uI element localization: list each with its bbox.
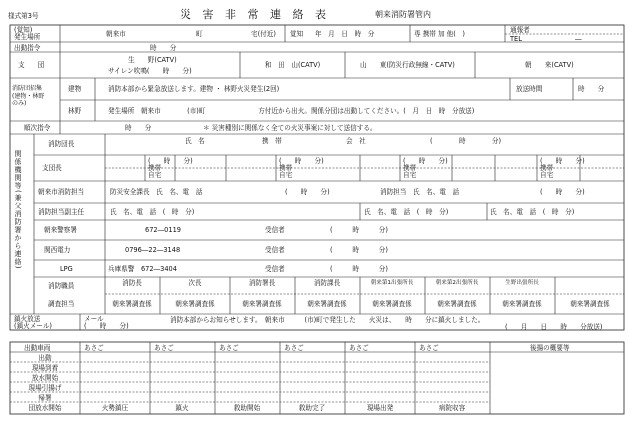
chousa-cell-6: 朝来署調査係	[437, 300, 477, 308]
bottom-label-3: 救助開始	[233, 404, 261, 412]
kansai-label: 関西電力	[44, 246, 71, 254]
staff-title-7: 生野出張所長	[505, 280, 539, 286]
shidancho-time-1[interactable]: ( 時 分)	[148, 157, 193, 165]
shidan-siren[interactable]: サイレン吹鳴( 時 分)	[108, 67, 192, 75]
staff-title-4: 消防課長	[313, 279, 341, 287]
shidancho-keitai-2: 携帯	[279, 164, 293, 172]
shobo-label: 消防団招集 (建物・林野 のみ)	[12, 85, 45, 107]
shidancho-jitaku-3: 自宅	[403, 171, 417, 179]
shidancho-time-3[interactable]: ( 時 分)	[403, 157, 448, 165]
bottom-label-5: 現場出発	[366, 404, 394, 412]
chousa-label: 調査担当	[48, 300, 75, 308]
shutsudou-time[interactable]: 時 分	[150, 44, 177, 52]
chinka-mail[interactable]: メール ( 時 分)	[84, 315, 129, 330]
keisatsu-label: 朝来警察署	[44, 226, 77, 234]
bottom-row-2: 現場到着	[31, 364, 59, 372]
shoboshokuin-label: 消防職員	[48, 282, 75, 290]
shutsudou-label: 出動指令	[14, 44, 41, 52]
bottom-row-4: 現場引揚げ	[28, 384, 62, 392]
shidancho-label: 支団長	[42, 164, 62, 172]
bottom-label-2: 鎮火	[175, 404, 189, 412]
keisatsu-jushin: 受信者	[265, 226, 285, 234]
shidancho-keitai-1: 携帯	[148, 164, 162, 172]
staff-title-1: 消防長	[122, 279, 142, 287]
kansai-time[interactable]: ( 時 分)	[330, 246, 388, 254]
kansai-jushin: 受信者	[265, 246, 285, 254]
shobo-rinya-text: 発生場所 朝来市 (市)町 方付近から出火。関係分団は出動してください。( 月 日 時 分放送)	[108, 107, 475, 115]
shidancho-jitaku-4: 自宅	[540, 171, 554, 179]
shidancho-keitai-4: 携帯	[540, 164, 554, 172]
kankei-vertical-label: 関係機関等(兼父消防署から連絡)	[14, 150, 22, 270]
chinka-text: 消防本部からお知らせします。 朝来市 (市)町で発生した 火災は、 時 分に鎮火しました。	[170, 316, 485, 324]
staff-title-2: 次長	[188, 279, 202, 287]
tel-label: TEL	[510, 35, 522, 43]
junji-time[interactable]: 時 分	[125, 124, 152, 132]
keisatsu-tel: 672―0119	[145, 226, 181, 234]
kakuchi-date[interactable]: 年 月 日 時 分	[315, 30, 375, 38]
housou-time-label: 放送時間	[516, 85, 543, 93]
shobo-tatemono-label: 建物	[68, 85, 82, 93]
staff-title-5: 朝来第1出張所長	[370, 280, 414, 286]
chousa-cell-3: 朝来署調査係	[242, 300, 282, 308]
chousa-cell-4: 朝来署調査係	[307, 300, 347, 308]
hassei-town[interactable]: 町	[196, 30, 203, 38]
shidan-wadayama: 和 田 山(CATV)	[265, 61, 321, 69]
form-subtitle: 朝来消防署管内	[375, 10, 431, 19]
bottom-vehicle-2: あさご	[154, 344, 174, 352]
keisatsu-time[interactable]: ( 時 分)	[330, 226, 388, 234]
shidan-label: 支 団	[18, 61, 45, 69]
bottom-row-6: 団放水開始	[28, 404, 62, 412]
form-title: 災 害 非 常 連 絡 表	[180, 8, 330, 21]
shidancho-jitaku-1: 自宅	[148, 171, 162, 179]
tel-value[interactable]: ―	[575, 35, 582, 43]
tsuhousha-label: 通報者	[510, 26, 530, 34]
chousa-cell-7: 朝来署調査係	[502, 300, 542, 308]
chinka-housou[interactable]: ( 月 日 時 分放送)	[505, 323, 603, 331]
lpg-label: LPG	[60, 265, 73, 273]
lpg-tel: 兵庫県警 672―3404	[108, 265, 177, 273]
shobotantou-time[interactable]: ( 時 分)	[285, 188, 330, 196]
junji-label: 順次指令	[24, 124, 51, 132]
chousa-cell-5: 朝来署調査係	[372, 300, 412, 308]
fukushunin-person3[interactable]: 氏 名、電 話 ( 時 分)	[490, 208, 575, 216]
shobotantou-person2: 消防担当 氏 名、電 話	[380, 188, 460, 196]
dancho-shimei: 氏 名	[185, 137, 205, 145]
kansai-tel: 0796―22―3148	[125, 246, 181, 254]
kakuchi-device[interactable]: 専 携帯 加 他( )	[414, 30, 465, 38]
bottom-row-1: 出動	[38, 354, 52, 362]
bottom-row-5: 帰署	[38, 394, 52, 402]
bottom-row-3: 放水開始	[31, 374, 59, 382]
bottom-vehicle-1: あさご	[84, 344, 104, 352]
shobo-tatemono-text: 消防本部から緊急放送します。建物 ・ 林野火災発生(2回)	[108, 85, 280, 93]
shidancho-jitaku-2: 自宅	[279, 171, 293, 179]
shidancho-time-2[interactable]: ( 時 分)	[279, 157, 324, 165]
dancho-label: 消防団長	[48, 140, 75, 148]
junji-note: ＊ 災害種別に関係なく全ての火災事案に対して送信する。	[203, 124, 377, 132]
bottom-gaikyou: 後揚の概要等	[530, 344, 570, 352]
shidancho-time-4[interactable]: ( 時 分)	[540, 157, 585, 165]
chousa-cell-8: 朝来署調査係	[570, 300, 610, 308]
hassei-label: (覚知) 発生場所	[14, 26, 41, 41]
chousa-cell-2: 朝来署調査係	[175, 300, 215, 308]
shobotantou-person: 防災安全課長 氏 名、電 話	[110, 188, 203, 196]
staff-title-3: 消防署長	[248, 279, 276, 287]
fukushunin-label: 消防担当副主任	[38, 208, 85, 216]
bottom-vehicle-6: あさご	[419, 344, 439, 352]
hassei-city[interactable]: 朝来市	[106, 30, 126, 38]
shobo-rinya-label: 林野	[68, 107, 82, 115]
staff-title-6: 朝来第2出張所長	[435, 280, 479, 286]
dancho-keitai: 携 帯	[262, 137, 282, 145]
shidan-ikuno: 生 野(CATV)	[128, 56, 177, 64]
bottom-col-header: 出動車両	[24, 344, 51, 352]
bottom-label-6: 病院収容	[438, 404, 466, 412]
shidancho-keitai-3: 携帯	[403, 164, 417, 172]
bottom-label-1: 火勢鎮圧	[101, 404, 129, 412]
dancho-time[interactable]: ( 時 分)	[430, 137, 502, 145]
bottom-label-4: 救助完了	[298, 404, 326, 412]
chinka-label: 鎮火放送 (鎮火メール)	[14, 315, 52, 330]
hassei-taku[interactable]: 宅(付近)	[251, 30, 276, 38]
chousa-cell-1: 朝来署調査係	[112, 300, 152, 308]
shidan-asago: 朝 来(CATV)	[525, 61, 574, 69]
housou-time[interactable]: 時 分	[578, 85, 605, 93]
fukushunin-person[interactable]: 氏 名、電 話 ( 時 分)	[110, 208, 195, 216]
kakuchi-label: 覚知	[290, 30, 304, 38]
bottom-vehicle-5: あさご	[349, 344, 369, 352]
bottom-vehicle-4: あさご	[284, 344, 304, 352]
bottom-vehicle-3: あさご	[219, 344, 239, 352]
lpg-time[interactable]: ( 時 分)	[330, 265, 388, 273]
shidan-santo: 山 東(防災行政無線・CATV)	[360, 61, 455, 69]
shobotantou-label: 朝来市消防担当	[38, 188, 85, 196]
form-number: 様式第3号	[8, 12, 39, 20]
shobotantou-time-2[interactable]: ( 時 分)	[540, 188, 585, 196]
lpg-jushin: 受信者	[265, 265, 285, 273]
fukushunin-person2[interactable]: 氏 名、電 話 ( 時 分)	[364, 208, 449, 216]
dancho-kaisha: 会 社	[346, 137, 366, 145]
